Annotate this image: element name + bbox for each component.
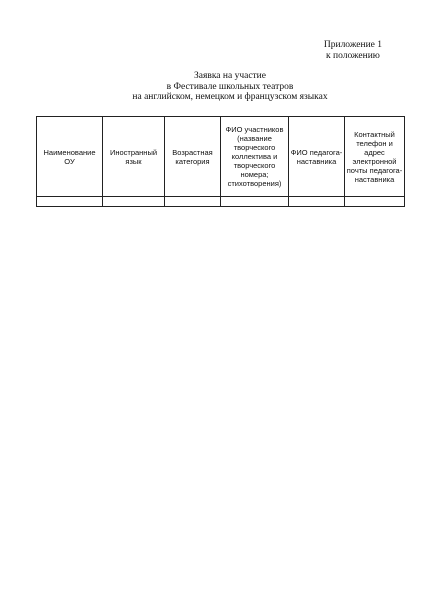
column-header-teacher: ФИО педагога-наставника xyxy=(289,117,345,197)
column-header-participants: ФИО участников (название творческого коллектива и творческого номера; стихотворения) xyxy=(221,117,289,197)
annex-reference xyxy=(324,40,382,62)
table-cell-institution[interactable] xyxy=(37,197,103,207)
heading-festival: в Фестивале школьных театров xyxy=(166,81,294,92)
table-cell-contacts[interactable] xyxy=(345,197,405,207)
application-table xyxy=(36,116,405,207)
heading-languages: на английском, немецком и французском языках xyxy=(132,92,328,102)
table-cell-participants[interactable] xyxy=(221,197,289,207)
annex-number: Приложение 1 xyxy=(323,40,382,50)
column-header-institution: Наименование ОУ xyxy=(37,117,103,197)
annex-to-regulation: к положению xyxy=(326,51,380,61)
column-header-contacts: Контактный телефон и адрес электронной почты педагога-наставника xyxy=(345,117,405,197)
heading-title: Заявка на участие xyxy=(194,71,266,81)
column-header-language: Иностранный язык xyxy=(103,117,165,197)
table-header-row xyxy=(37,117,405,197)
column-header-age-category: Возрастная категория xyxy=(165,117,221,197)
table-cell-age-category[interactable] xyxy=(165,197,221,207)
table-row xyxy=(37,197,405,207)
document-heading xyxy=(0,71,424,103)
table-cell-language[interactable] xyxy=(103,197,165,207)
table-cell-teacher[interactable] xyxy=(289,197,345,207)
